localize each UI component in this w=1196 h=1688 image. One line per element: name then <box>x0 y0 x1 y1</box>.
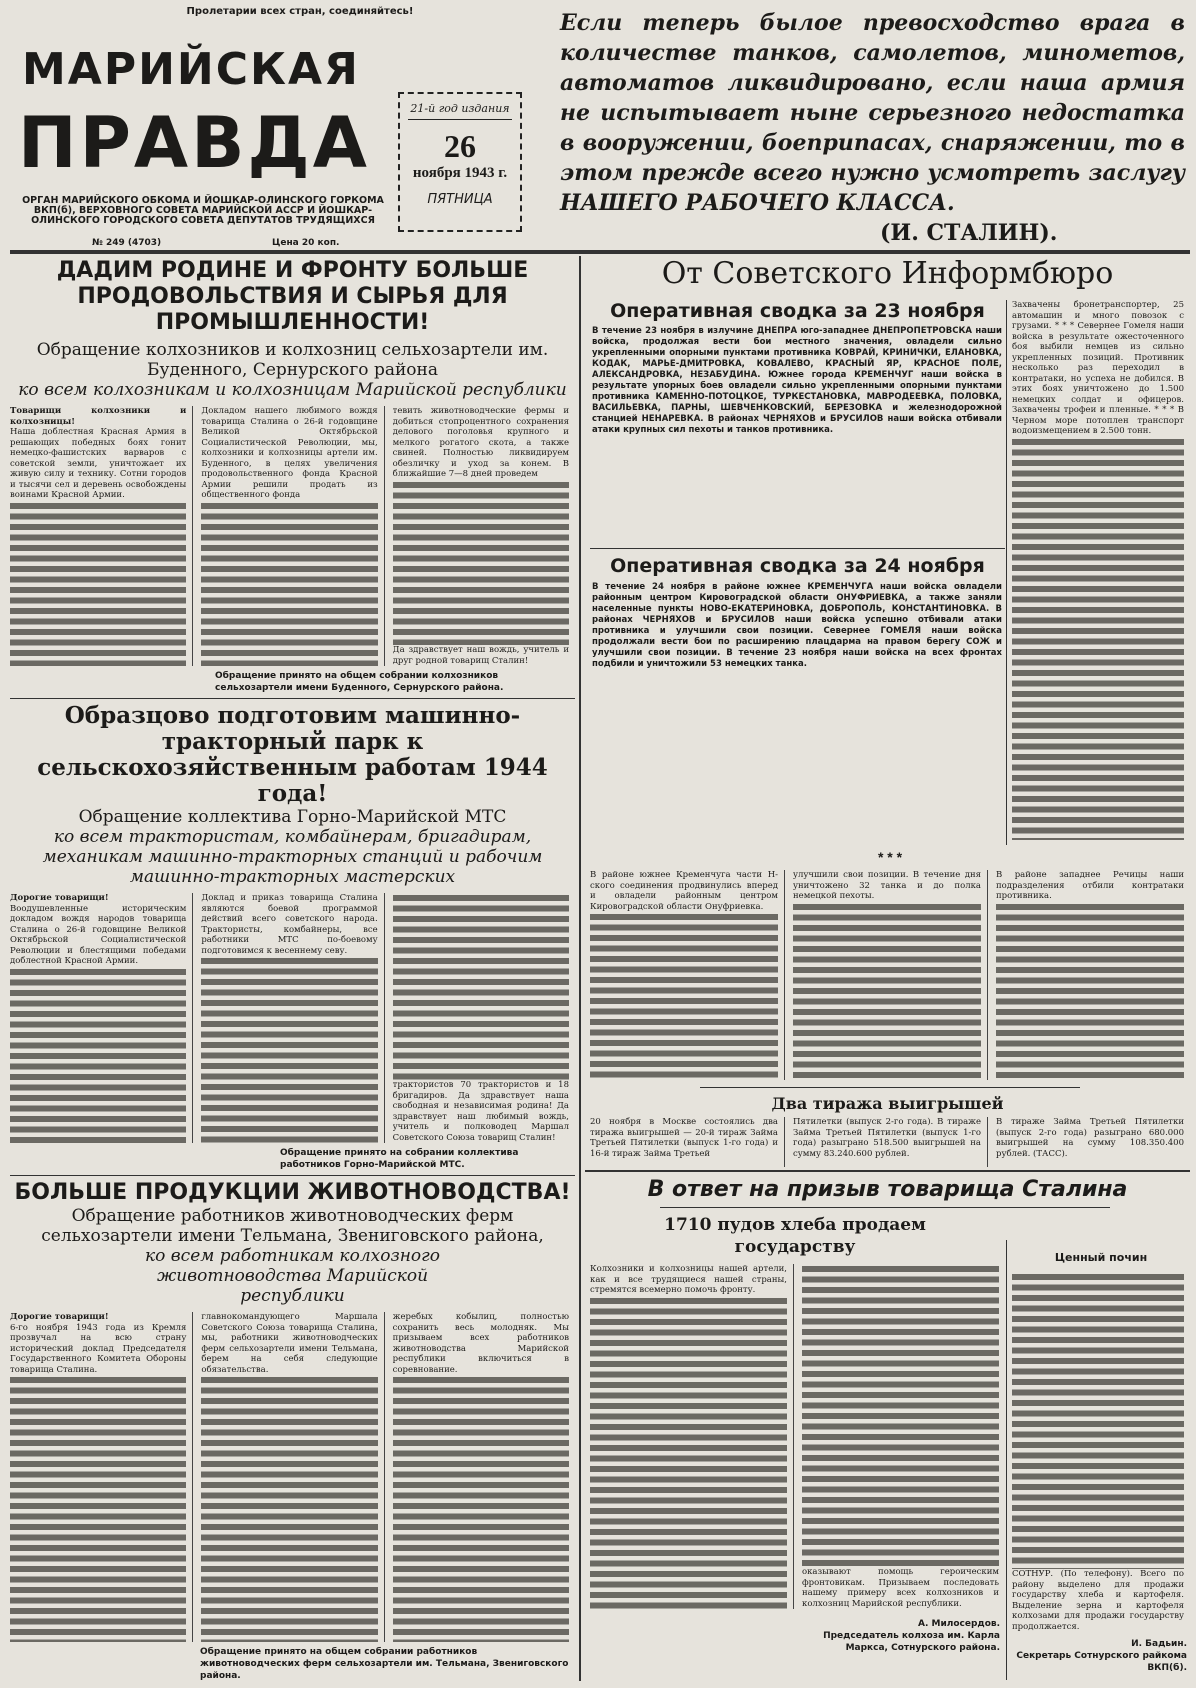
stalin-quote: Если теперь былое превосходство врага в количестве танков, самолетов, минометов, автоматов ликвидировано, если наша армия не испытывает ныне серьезного недостатка в вооружении, боеприпасах, снаряжении, то в этом прежде всего нужно усмотреть заслугу НАШЕГО РАБОЧЕГО КЛАССА. <box>560 10 1185 216</box>
article1-addressee: ко всем колхозникам и колхозницам Марийской республики <box>18 380 567 400</box>
left-column <box>10 258 575 1682</box>
divider <box>585 1170 1190 1172</box>
report1-side-column <box>1012 300 1190 840</box>
story2-signature <box>1012 1638 1187 1674</box>
divider <box>10 698 575 699</box>
story1-col2: оказывают помощь героическим фронтовикам. Призываем последовать нашему примеру всех колхозников и колхозниц Марийской республики. <box>802 1567 999 1609</box>
text-block <box>201 1375 377 1642</box>
article2-note: Обращение принято на собрании коллектива работников Горно-Марийской МТС. <box>280 1148 519 1170</box>
stalin-call-title: В ответ на призыв товарища Сталина <box>647 1177 1128 1202</box>
article2-addressee: ко всем трактористам, комбайнерам, бригадирам, механикам машинно-тракторных станций и рабочим машинно-тракторных мастерских <box>42 827 543 887</box>
column-divider <box>1006 300 1007 845</box>
article1-col3: тевить животноводческие фермы и добиться стопроцентного сохранения делового поголовья крупного и мелкого рогатого скота, а также свиней. Полностью ликвидируем обезличку и уход за конем. В ближайшие 7—8 дней проведем <box>392 406 569 479</box>
report2-text: В течение 24 ноября в районе южнее КРЕМЕНЧУГА наши войска овладели районным центром Кировоградской области ОНУФРИЕВКА, а также заняли населенные пункты НОВО-ЕКАТЕРИНОВКА, ДОБРОПОЛЬ, КОНСТАНТИНОВКА. В районах ЧЕРНЯХОВ и БРУСИЛОВ наши войска успешно отбивали атаки противника и улучшили свои позиции. Севернее ГОМЕЛЯ наши войска продолжали вести бои по расширению плацдарма на правом берегу СОЖ и улучшили свои позиции. В течение 23 ноября наши войска на всех фронтах подбили и уничтожили 53 немецких танка. <box>592 582 1002 669</box>
text-block <box>201 501 377 667</box>
story2-text: СОТНУР. (По телефону). Всего по району выделено для продажи государству хлеба и картофеля. Выделение зерна и картофеля колхозами для продажи государству продолжается. <box>1012 1569 1184 1632</box>
article1-greeting: Товарищи колхозники и колхозницы! <box>10 406 187 427</box>
report1-heading: Оперативная сводка за 23 ноября <box>610 300 985 322</box>
stalin-quote-box <box>560 8 1185 248</box>
masthead-divider <box>10 250 1190 254</box>
article1-col2: Докладом нашего любимого вождя товарища Сталина о 26-й годовщине Великой Октябрьской Социалистической Революции, мы, колхозники и колхозницы артели им. Буденного, в целях увеличения продовольственного фонда Красной Армии решили продать из общественного фонда <box>201 406 378 500</box>
article3-note: Обращение принято на общем собрании работников животноводческих ферм сельхозартели им. Тельмана, Звениговского района. <box>200 1647 569 1681</box>
article2-header <box>10 703 575 887</box>
divider <box>10 1175 575 1176</box>
newspaper-name-line2: ПРАВДА <box>18 102 370 184</box>
masthead-slogan: Пролетарии всех стран, соединяйтесь! <box>186 6 414 17</box>
article1-body <box>10 406 575 666</box>
text-block <box>393 893 569 1080</box>
informburo-col1: В районе южнее Кременчуга части Н-ского соединения продвинулись вперед и овладели районным центром Кировоградской области Онуфриевка. <box>590 870 778 912</box>
lottery-col2: Пятилетки (выпуск 2-го года). В тираже Займа Третьей Пятилетки (выпуск 1-го года) разыграно 518.500 выигрышей на сумму 83.240.600 рублей. <box>793 1117 988 1167</box>
issue-number: № 249 (4703) <box>92 238 162 248</box>
issue-month-year: ноября 1943 г. <box>412 165 508 181</box>
informburo-title: От Советского Информбюро <box>661 256 1114 291</box>
story1-col1: Колхозники и колхозницы нашей артели, как и все трудящиеся нашей страны, стремятся всемерно помочь фронту. <box>590 1264 787 1295</box>
lottery-col3: В тираже Займа Третьей Пятилетки (выпуск 2-го года) разыграно 680.000 выигрышей на сумму 108.350.400 рублей. (ТАСС). <box>996 1117 1184 1159</box>
column-divider <box>1006 1240 1007 1680</box>
article2-headline: Образцово подготовим машинно-тракторный парк к сельскохозяйственным работам 1944 года! <box>37 702 548 807</box>
article3-subtitle: Обращение работников животноводческих ферм сельхозартели имени Тельмана, Звениговского района, <box>41 1206 544 1246</box>
article1-headline: ДАДИМ РОДИНЕ И ФРОНТУ БОЛЬШЕ ПРОДОВОЛЬСТВИЯ И СЫРЬЯ ДЛЯ ПРОМЫШЛЕННОСТИ! <box>56 258 529 335</box>
article2-subtitle: Обращение коллектива Горно-Марийской МТС <box>78 807 507 827</box>
text-block <box>590 1296 787 1610</box>
article3-col2: главнокомандующего Маршала Советского Союза товарища Сталина, мы, работники животноводческих ферм сельхозартели имени Тельмана, берем на себя следующие обязательства. <box>201 1312 378 1375</box>
text-block <box>393 480 569 646</box>
text-block <box>393 1375 569 1642</box>
informburo-col3: В районе западнее Речицы наши подразделения отбили контратаки противника. <box>996 870 1184 901</box>
article1-note: Обращение принято на общем собрании колхозников сельхозартели имени Буденного, Сернурского района. <box>215 671 504 693</box>
divider <box>590 548 1005 549</box>
article3-col1: 6-го ноября 1943 года из Кремля прозвучал на всю страну исторический доклад Председателя Государственного Комитета Обороны товарища Сталина. <box>10 1322 187 1375</box>
stars-separator: * * * <box>877 849 903 865</box>
story2-headline: Ценный почин <box>1054 1251 1148 1264</box>
masthead-organ: ОРГАН МАРИЙСКОГО ОБКОМА И ЙОШКАР-ОЛИНСКОГО ГОРКОМА ВКП(б), ВЕРХОВНОГО СОВЕТА МАРИЙСКОЙ АССР И ЙОШКАР-ОЛИНСКОГО ГОРОДСКОГО СОВЕТА ДЕПУТАТОВ ТРУДЯЩИХСЯ <box>22 195 384 226</box>
lottery-columns <box>590 1117 1190 1167</box>
article1-header <box>10 258 575 400</box>
story2-body <box>1012 1272 1190 1632</box>
article1-closing: Да здравствует наш вождь, учитель и друг родной товарищ Сталин! <box>392 645 569 666</box>
story1-signature <box>790 1618 1000 1654</box>
issue-price: Цена 20 коп. <box>272 238 340 248</box>
text-block <box>996 902 1184 1081</box>
article3-headline: БОЛЬШЕ ПРОДУКЦИИ ЖИВОТНОВОДСТВА! <box>14 1180 571 1205</box>
issue-day: 26 <box>444 128 476 164</box>
date-box <box>398 92 522 232</box>
text-block <box>1012 1272 1184 1569</box>
story2-signer-title: Секретарь Сотнурского райкома ВКП(б). <box>1016 1651 1187 1673</box>
text-block <box>802 1264 999 1567</box>
article1-subtitle: Обращение колхозников и колхозниц сельхозартели им. Буденного, Сернурского района <box>36 340 549 380</box>
article2-body <box>10 893 575 1143</box>
text-block <box>10 501 186 667</box>
article3-body <box>10 1312 575 1642</box>
article3-greeting: Дорогие товарищи! <box>10 1312 109 1322</box>
lottery-col1: 20 ноября в Москве состоялись два тиража выигрышей — 20-й тираж Займа Третьей Пятилетки (выпуск 1-го года) и 16-й тираж Займа Третьей <box>590 1117 785 1167</box>
text-block <box>201 956 377 1143</box>
story1-body <box>590 1264 1005 1609</box>
informburo-col2: улучшили свои позиции. В течение дня уничтожено 32 танка и до полка немецкой пехоты. <box>793 870 981 901</box>
report2-heading: Оперативная сводка за 24 ноября <box>610 555 985 577</box>
article2-col2: Доклад и приказ товарища Сталина являются боевой программой действий всего советского народа. Трактористы, комбайнеры, все работники МТС по-боевому подготовимся к весеннему севу. <box>201 893 378 956</box>
stalin-quote-author: (И. СТАЛИН). <box>880 220 1058 246</box>
issue-weekday: ПЯТНИЦА <box>427 192 493 207</box>
story2-signer: И. Бадьин. <box>1131 1639 1187 1649</box>
article2-col3: трактористов 70 трактористов и 18 бригадиров. Да здравствует наша свободная и независимая родина! Да здравствует наш любимый вождь, учитель и полководец Маршал Советского Союза товарищ Сталин! <box>392 1080 569 1143</box>
text-block <box>590 912 778 1080</box>
article2-col1: Воодушевленные историческим докладом вождя народов товарища Сталина о 26-й годовщине Великой Октябрьской Социалистической Революции и блестящими победами доблестной Красной Армии. <box>10 903 187 966</box>
divider <box>660 1207 1110 1208</box>
story1-headline: 1710 пудов хлеба продаем государству <box>664 1215 926 1257</box>
text-block <box>10 1375 186 1642</box>
text-block <box>1012 437 1184 841</box>
informburo-columns <box>590 870 1190 1080</box>
column-divider <box>579 256 581 1681</box>
article3-col3: жеребых кобылиц, полностью сохранить весь молодняк. Мы призываем всех работников животноводства Марийской республики включиться в соревнование. <box>392 1312 569 1375</box>
text-block <box>10 967 186 1144</box>
lottery-title: Два тиража выигрышей <box>771 1094 1004 1113</box>
article1-col1: Наша доблестная Красная Армия в решающих победных боях гонит немецко-фашистских варваров с советской земли, уничтожает их живую силу и технику. Сотни городов и тысячи сел и деревень освобождены воинами Красной Армии. <box>10 427 187 500</box>
article3-addressee: ко всем работникам колхозного животноводства Марийской республики <box>144 1246 440 1306</box>
story1-signer: А. Милосердов. <box>917 1619 1000 1629</box>
story1-signer-title: Председатель колхоза им. Карла Маркса, Сотнурского района. <box>823 1631 1000 1653</box>
article2-greeting: Дорогие товарищи! <box>10 893 109 903</box>
text-block <box>793 902 981 1081</box>
article3-header <box>10 1180 575 1306</box>
newspaper-name-line1: МАРИЙСКАЯ <box>22 44 360 95</box>
divider <box>700 1087 1080 1088</box>
report1-side-text: Захвачены бронетранспортер, 25 автомашин и много повозок с грузами. * * * Севернее Гомеля наши войска в результате ожесточенного боя выбили немцев из сильно укрепленных позиций. Противник несколько раз переходил в контратаки, но успеха не добился. В этих боях уничтожено до 1.500 немецких солдат и офицеров. Захвачены трофеи и пленные. * * * В Черном море потоплен транспорт водоизмещением в 2.500 тонн. <box>1012 300 1184 436</box>
publication-year: 21-й год издания <box>408 102 512 120</box>
report1-text: В течение 23 ноября в излучине ДНЕПРА юго-западнее ДНЕПРОПЕТРОВСКА наши войска, продолжая вести бои местного значения, овладели сильно укрепленными опорными пунктами противника КОВРАЙ, КРИНИЧКИ, ЕЛАНОВКА, КОДАК, МАРЬЕ-ДМИТРОВКА, КОВАЛЕВО, КРАСНЫЙ ЯР, КРАСНОЕ ПОЛЕ, АЛЕКСАНДРОВКА, НЕЗАБУДИНА. Южнее города КРЕМЕНЧУГ наши войска в результате упорных боев овладели сильно укрепленными опорными пунктами противника КАМЕННО-ПОТОЦКОЕ, ТУРКЕСТАНОВКА, МАВРОДЕЕВКА, ПОЛОВКА, ВАСИЛЬЕВКА, ПАРНЫ, ШЕВЧЕНКОВСКИЙ, БЕРЕЗОВКА и железнодорожной станцией НЕНАРЕВКА. В районах ЧЕРНЯХОВ и БРУСИЛОВ наши войска отбивали атаки крупных сил пехоты и танков противника. <box>592 326 1002 435</box>
